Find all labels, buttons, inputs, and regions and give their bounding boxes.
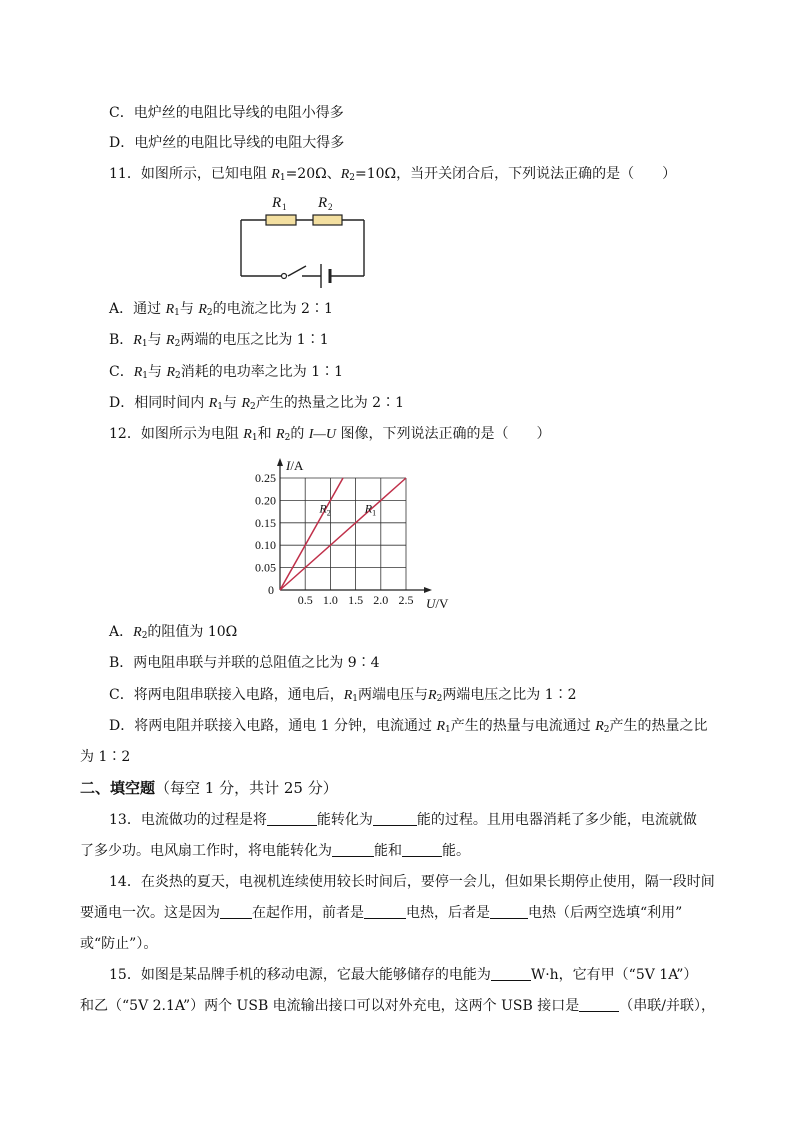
q12-option-b: B．两电阻串联与并联的总阻值之比为 9∶4 [109,655,380,671]
q11-option-b: B．$R_1$与 $R_2$两端的电压之比为 1∶1 [109,332,329,349]
label-r1: R [272,195,282,211]
y-axis-arrow [277,458,283,466]
y-axis-label: I/A [286,458,304,473]
q11-stem: 11．如图所示，已知电阻 $R_1=20\Omega$、$R_2=10\Omega$，当开关闭合后，下列说法正确的是（ ） [109,166,677,183]
q14-blank-3[interactable] [490,904,528,919]
q13-blank-1[interactable] [267,811,317,826]
q10-option-c: C．电炉丝的电阻比导线的电阻小得多 [109,105,344,121]
x-tick-label: 0.5 [297,593,313,607]
series-label-r2: $R_2$ [319,501,331,518]
y-tick-label: 0.10 [255,538,276,553]
q12-stem: 12．如图所示为电阻 $R_1$和 $R_2$的 I—U 图像，下列说法正确的是（ ） [109,426,551,443]
y-tick-label: 0.20 [255,493,276,508]
label-r1-sub: 1 [282,202,287,212]
label-r2: R [318,195,328,211]
q12-option-d-line2: 为 1∶2 [80,749,131,765]
q13-line2: 了多少功。电风扇工作时，将电能转化为 能和 能。 [80,843,470,859]
q12-option-c: C．将两电阻串联接入电路，通电后，$R_1$两端电压与$R_2$两端电压之比为 1∶2 [109,687,577,704]
q14-blank-2[interactable] [364,904,406,919]
x-axis-arrow [424,587,432,593]
q15-blank-1[interactable] [491,966,531,981]
section-fill-in-title: 二、填空题（每空 1 分，共计 25 分） [80,779,338,797]
q11-circuit-diagram [236,190,371,288]
switch-pivot [282,274,287,279]
q13-line1: 13．电流做功的过程是将 能转化为 能的过程。且用电器消耗了多少能，电流就做 [109,812,697,828]
q12-option-d: D．将两电阻并联接入电路，通电 1 分钟，电流通过 $R_1$产生的热量与电流通过 $R_2$产生的热量之比 [109,718,708,735]
y-tick-label: 0.25 [255,471,276,485]
q15-blank-2[interactable] [579,997,619,1012]
q13-blank-2[interactable] [373,811,417,826]
q14-line2: 要通电一次。这是因为 在起作用，前者是 电热，后者是 电热（后两空选填“利用” [80,905,683,921]
series-label-r1: $R_1$ [364,501,377,518]
q11-option-d: D．相同时间内 $R_1$与 $R_2$产生的热量之比为 2∶1 [109,395,404,412]
q10-option-d: D．电炉丝的电阻比导线的电阻大得多 [109,135,345,151]
q11-option-c: C．$R_1$与 $R_2$消耗的电功率之比为 1∶1 [109,364,344,381]
resistor-r2 [313,215,342,225]
label-r2-sub: 2 [328,202,333,212]
q14-blank-1[interactable] [220,904,252,919]
y-tick-label: 0.05 [255,560,276,575]
resistor-r1 [266,215,296,225]
x-axis-label: U/V [426,596,449,611]
q11-option-a: A．通过 $R_1$与 $R_2$的电流之比为 2∶1 [109,301,333,318]
y-tick-label: 0.15 [255,515,276,530]
origin-label: 0 [268,583,274,597]
series-line-r1 [280,478,406,590]
x-tick-label: 2.0 [373,593,389,607]
q12-option-a: A．$R_2$的阻值为 10Ω [109,624,238,641]
x-tick-label: 1.5 [348,593,364,607]
x-tick-label: 1.0 [322,593,338,607]
series-line-r2 [280,478,343,590]
q14-line1: 14．在炎热的夏天，电视机连续使用较长时间后，要停一会儿，但如果长期停止使用，隔一段时间 [109,874,715,890]
q13-blank-3[interactable] [332,842,374,857]
q15-line2: 和乙（“5V 2.1A”）两个 USB 电流输出接口可以对外充电，这两个 USB 接口是 （串联/并联）， [80,998,715,1014]
x-tick-label: 2.5 [398,593,414,607]
q12-iu-chart [236,452,449,612]
q13-blank-4[interactable] [402,842,442,857]
q15-line1: 15．如图是某品牌手机的移动电源，它最大能够储存的电能为 W·h，它有甲（“5V 1A”） [109,967,698,983]
q14-line3: 或“防止”）。 [80,936,158,952]
